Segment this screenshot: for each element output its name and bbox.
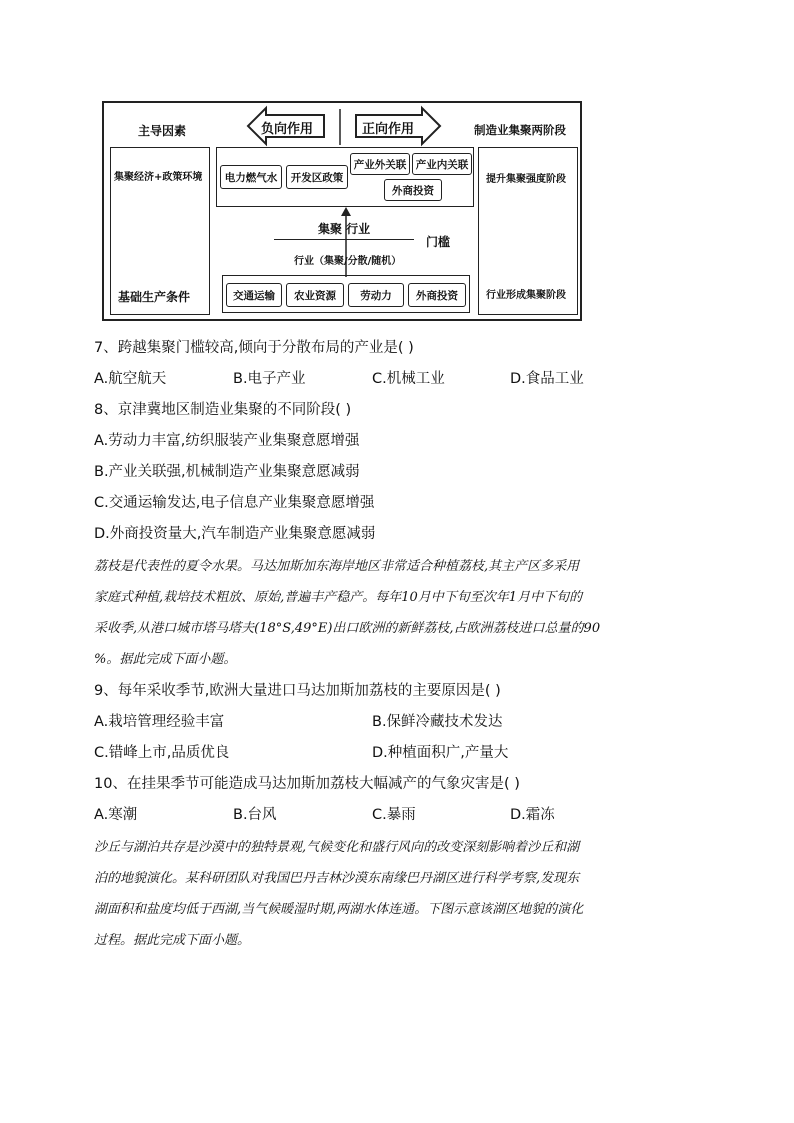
- question-9-stem: 9、每年采收季节,欧洲大量进口马达加斯加荔枝的主要原因是( ): [94, 683, 501, 699]
- q8-option-c: C.交通运输发达,电子信息产业集聚意愿增强: [94, 495, 375, 511]
- industry-cluster-diagram: [102, 101, 582, 321]
- question-7-stem: 7、跨越集聚门槛较高,倾向于分散布局的产业是( ): [94, 340, 414, 356]
- bottom-item-foreign-investment: 外商投资: [408, 283, 466, 307]
- q8-option-a: A.劳动力丰富,纺织服装产业集聚意愿增强: [94, 433, 360, 449]
- question-10-stem: 10、在挂果季节可能造成马达加斯加荔枝大幅减产的气象灾害是( ): [94, 776, 520, 792]
- left-lower-factor: 基础生产条件: [118, 290, 191, 304]
- bottom-item-transport: 交通运输: [226, 283, 282, 307]
- top-item-power: 电力燃气水: [220, 165, 282, 189]
- top-item-foreign-investment: 外商投资: [384, 179, 442, 201]
- right-title: 制造业集聚两阶段: [474, 123, 566, 137]
- q9-option-d: D.种植面积广,产量大: [372, 745, 509, 761]
- middle-upper-label: 集聚 行业: [318, 222, 371, 236]
- q8-option-d: D.外商投资量大,汽车制造产业集聚意愿减弱: [94, 526, 376, 542]
- q7-option-c: C.机械工业: [372, 371, 445, 387]
- q10-option-d: D.霜冻: [510, 807, 555, 823]
- bottom-item-agri-resources: 农业资源: [286, 283, 344, 307]
- middle-lower-label: 行业（集聚/分散/随机）: [294, 256, 402, 267]
- q9-option-a: A.栽培管理经验丰富: [94, 714, 225, 730]
- passage-2-line-2: 泊的地貌演化。某科研团队对我国巴丹吉林沙漠东南缘巴丹湖区进行科学考察,发现东: [94, 871, 580, 886]
- passage-1-line-4: %。据此完成下面小题。: [94, 652, 237, 667]
- right-lower-stage: 行业形成集聚阶段: [486, 290, 566, 301]
- up-arrow-icon: [340, 207, 352, 279]
- passage-1-line-3: 采收季,从港口城市塔马塔夫(18°S,49°E)出口欧洲的新鲜荔枝,占欧洲荔枝进口总量的90: [94, 621, 601, 636]
- q9-option-b: B.保鲜冷藏技术发达: [372, 714, 503, 730]
- top-item-zone-policy: 开发区政策: [286, 165, 348, 189]
- q10-option-a: A.寒潮: [94, 807, 138, 823]
- q10-option-b: B.台风: [233, 807, 277, 823]
- passage-2-line-1: 沙丘与湖泊共存是沙漠中的独特景观,气候变化和盛行风向的改变深刻影响着沙丘和湖: [94, 840, 580, 855]
- passage-1-line-2: 家庭式种植,栽培技术粗放、原始,普遍丰产稳产。每年10月中下旬至次年1月中下旬的: [94, 590, 583, 605]
- left-upper-factor: 集聚经济+政策环境: [114, 172, 203, 183]
- top-item-internal-link: 产业内关联: [412, 153, 472, 175]
- question-8-stem: 8、京津冀地区制造业集聚的不同阶段( ): [94, 402, 352, 418]
- left-title: 主导因素: [138, 124, 187, 138]
- threshold-label: 门槛: [426, 235, 451, 249]
- top-item-external-link: 产业外关联: [350, 153, 410, 175]
- passage-2-line-3: 湖面积和盐度均低于西湖,当气候暖湿时期,两湖水体连通。下图示意该湖区地貌的演化: [94, 902, 584, 917]
- passage-1-line-1: 荔枝是代表性的夏令水果。马达加斯加东海岸地区非常适合种植荔枝,其主产区多采用: [94, 559, 580, 574]
- q8-option-b: B.产业关联强,机械制造产业集聚意愿减弱: [94, 464, 360, 480]
- passage-2-line-4: 过程。据此完成下面小题。: [94, 933, 251, 948]
- q7-option-a: A.航空航天: [94, 371, 167, 387]
- q10-option-c: C.暴雨: [372, 807, 416, 823]
- threshold-line: [274, 239, 414, 240]
- negative-effect-label: 负向作用: [261, 122, 314, 137]
- positive-effect-label: 正向作用: [362, 122, 415, 137]
- q7-option-d: D.食品工业: [510, 371, 584, 387]
- bottom-item-labor: 劳动力: [348, 283, 404, 307]
- right-upper-stage: 提升集聚强度阶段: [486, 174, 566, 185]
- q7-option-b: B.电子产业: [233, 371, 306, 387]
- q9-option-c: C.错峰上市,品质优良: [94, 745, 230, 761]
